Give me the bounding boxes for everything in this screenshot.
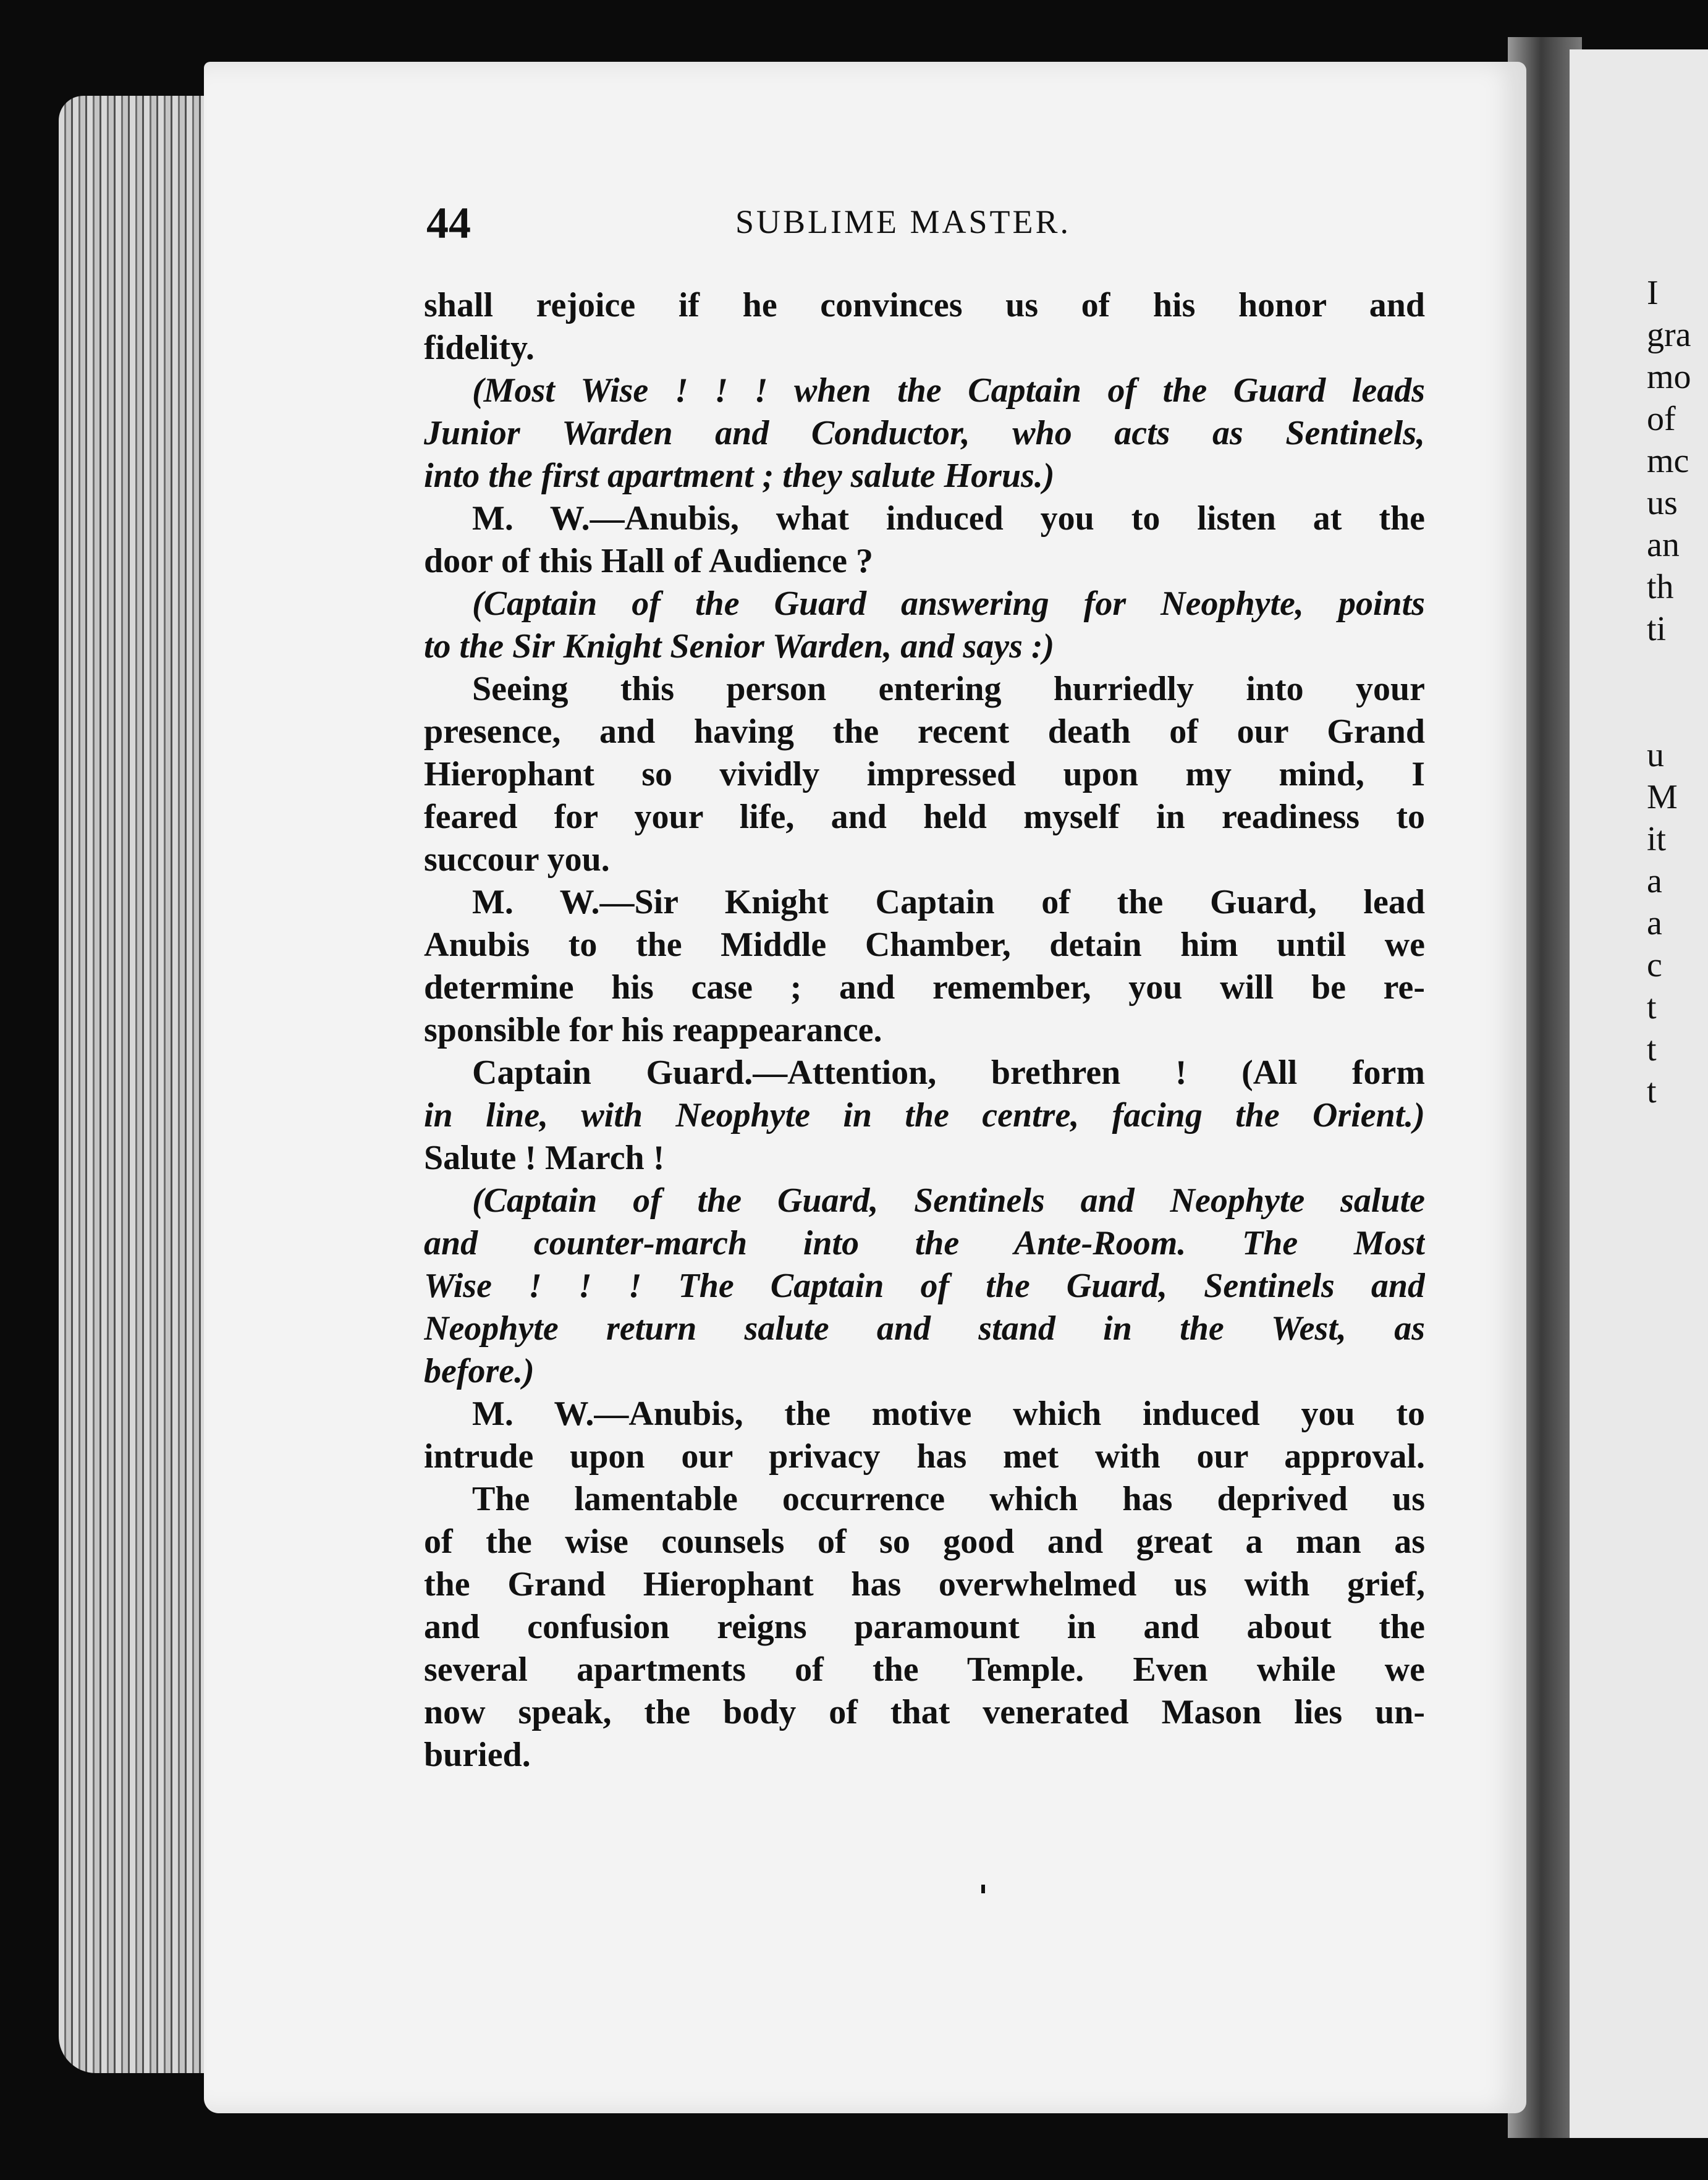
body-text [424, 284, 1425, 1777]
facing-fragment: I [1647, 274, 1659, 312]
text-line: Anubis to the Middle Chamber, detain him until we [424, 926, 1425, 964]
text-line: now speak, the body of that venerated Mason lies un- [424, 1693, 1425, 1731]
facing-fragment: it [1647, 820, 1667, 858]
facing-fragment: u [1647, 736, 1664, 774]
text-line: and counter-march into the Ante-Room. The Most [424, 1224, 1425, 1262]
text-line: before.) [424, 1352, 535, 1390]
page-edges [59, 96, 219, 2073]
text-line: (Captain of the Guard answering for Neophyte, points [472, 585, 1425, 623]
text-line: Wise ! ! ! The Captain of the Guard, Sentinels and [424, 1267, 1425, 1305]
text-line: into the first apartment ; they salute Horus.) [424, 457, 1055, 495]
facing-fragment: t [1647, 988, 1657, 1026]
text-line: of the wise counsels of so good and great a man as [424, 1523, 1425, 1561]
facing-fragment: c [1647, 946, 1662, 984]
facing-fragment: an [1647, 526, 1680, 564]
facing-fragment: of [1647, 400, 1676, 438]
facing-fragment: ti [1647, 610, 1667, 648]
text-line: the Grand Hierophant has overwhelmed us with grief, [424, 1565, 1425, 1603]
text-line: shall rejoice if he convinces us of his honor and [424, 286, 1425, 324]
text-line: M. W.—Anubis, the motive which induced you to [472, 1395, 1425, 1433]
text-line: Salute ! March ! [424, 1139, 665, 1177]
facing-fragment: th [1647, 568, 1674, 606]
facing-fragment: a [1647, 862, 1662, 900]
text-line: buried. [424, 1736, 531, 1774]
facing-fragment: us [1647, 484, 1678, 522]
facing-fragment: t [1647, 1072, 1657, 1110]
text-line: in line, with Neophyte in the centre, facing the Orient.) [424, 1096, 1425, 1134]
text-line: feared for your life, and held myself in readiness to [424, 798, 1425, 836]
facing-fragment: mc [1647, 442, 1689, 480]
text-line: Seeing this person entering hurriedly into your [472, 670, 1425, 708]
text-line: fidelity. [424, 329, 535, 367]
text-line: door of this Hall of Audience ? [424, 542, 874, 580]
text-line: The lamentable occurrence which has deprived us [472, 1480, 1425, 1518]
text-line: M. W.—Anubis, what induced you to listen at the [472, 499, 1425, 538]
text-line: intrude upon our privacy has met with our approval. [424, 1437, 1425, 1476]
running-head: SUBLIME MASTER. [735, 203, 1072, 240]
facing-fragment: a [1647, 904, 1662, 942]
text-line: determine his case ; and remember, you will be re- [424, 968, 1425, 1007]
text-line: M. W.—Sir Knight Captain of the Guard, lead [472, 883, 1425, 921]
text-line: sponsible for his reappearance. [424, 1011, 882, 1049]
text-line: Hierophant so vividly impressed upon my mind, I [424, 755, 1425, 793]
text-line: to the Sir Knight Senior Warden, and says :) [424, 627, 1055, 665]
text-line: succour you. [424, 840, 610, 879]
facing-fragment: t [1647, 1030, 1657, 1068]
text-line: (Captain of the Guard, Sentinels and Neophyte salute [472, 1181, 1425, 1220]
facing-page-text [1647, 272, 1708, 1112]
text-line: several apartments of the Temple. Even while we [424, 1650, 1425, 1689]
text-line: Neophyte return salute and stand in the West, as [424, 1309, 1425, 1348]
facing-fragment: M [1647, 778, 1678, 816]
text-line: presence, and having the recent death of our Grand [424, 712, 1425, 751]
text-line: and confusion reigns paramount in and about the [424, 1608, 1425, 1646]
page-header [426, 198, 1446, 253]
scan-speck [981, 1885, 985, 1893]
facing-fragment: gra [1647, 316, 1691, 354]
facing-fragment: mo [1647, 358, 1691, 396]
text-line: Captain Guard.—Attention, brethren ! (All form [472, 1054, 1425, 1092]
page-number: 44 [426, 198, 471, 248]
text-line: (Most Wise ! ! ! when the Captain of the Guard leads [472, 371, 1425, 410]
text-line: Junior Warden and Conductor, who acts as Sentinels, [424, 414, 1425, 452]
